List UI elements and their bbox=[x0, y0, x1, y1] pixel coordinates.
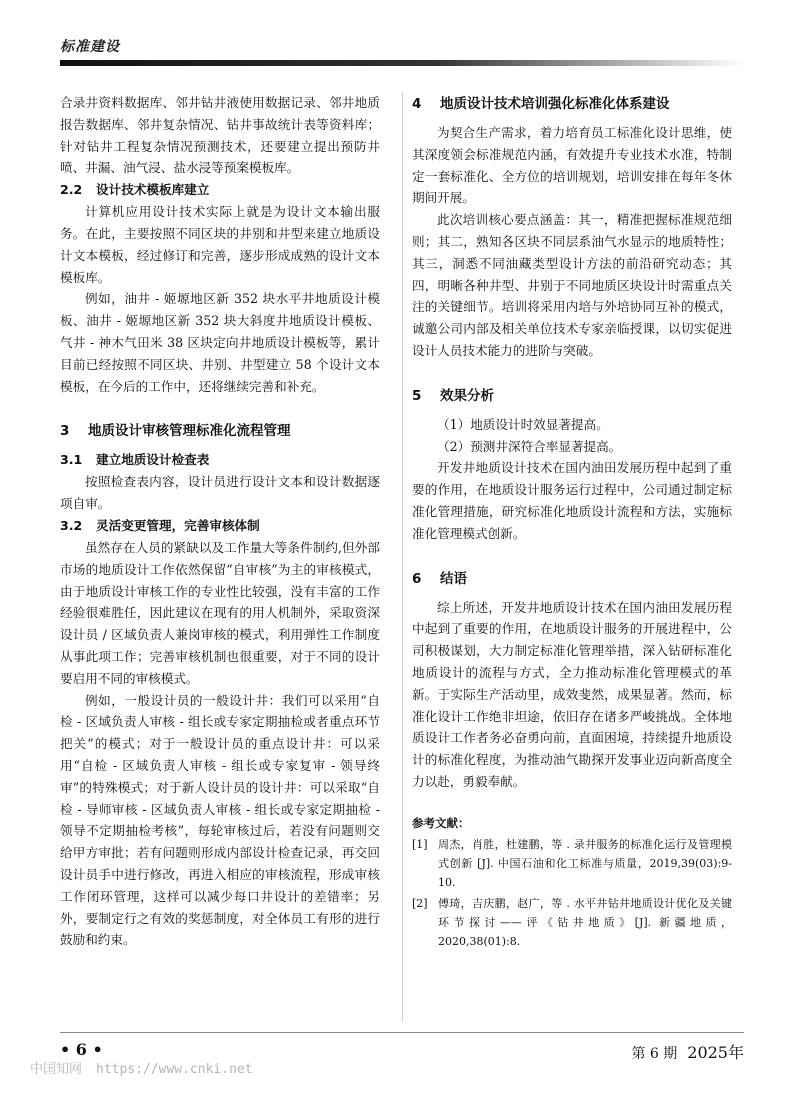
heading-3-2-number: 3.2 bbox=[60, 517, 83, 533]
references-title: 参考文献： bbox=[412, 815, 470, 830]
right-column bbox=[412, 92, 732, 953]
reference-number: [2] bbox=[412, 896, 428, 910]
heading-2-2 bbox=[60, 179, 380, 201]
heading-3-1 bbox=[60, 449, 380, 471]
heading-4 bbox=[412, 92, 732, 112]
reference-text: 傅琦，吉庆鹏，赵广，等 . 水平井钻井地质设计优化及关键环节探讨——评《钻井地质》[J]. 新疆地质，2020,38(01):8. bbox=[438, 896, 732, 948]
watermark-url: https://www.cnki.net bbox=[96, 1062, 253, 1077]
footer-rule bbox=[60, 1032, 744, 1033]
heading-3-number: 3 bbox=[60, 423, 70, 440]
heading-5-title: 效果分析 bbox=[440, 387, 494, 404]
heading-3-1-number: 3.1 bbox=[60, 452, 83, 468]
paragraph: 虽然存在人员的紧缺以及工作量大等条件制约,但外部市场的地质设计工作依然保留“自审核”为主的审核模式，由于地质设计审核工作的专业性比较强，没有丰富的工作经验很难胜任，因此建议在现有的用人机制外，采取资深设计员 / 区域负责人兼岗审核的模式，利用弹性工作制度从事此项工作；完善审核机制也很重要，对于不同的设计要启用不同的审核模式。 bbox=[60, 539, 380, 686]
issue-label: 第 6 期 bbox=[631, 1046, 678, 1062]
heading-3-title: 地质设计审核管理标准化流程管理 bbox=[88, 423, 291, 440]
heading-3-1-title: 建立地质设计检查表 bbox=[96, 452, 210, 468]
watermark bbox=[30, 1058, 253, 1077]
year-label: 2025年 bbox=[687, 1043, 744, 1062]
page-number: • 6 • bbox=[60, 1040, 103, 1059]
heading-4-title: 地质设计技术培训强化标准化体系建设 bbox=[440, 96, 670, 112]
paragraph: 为契合生产需求，着力培育员工标准化设计思维，使其深度领会标准规范内涵，有效提升专业技术水准，特制定一套标准化、全方位的培训规划，培训安排在每年冬休期间开展。 bbox=[412, 125, 732, 206]
paragraph: 开发井地质设计技术在国内油田发展历程中起到了重要的作用，在地质设计服务运行过程中，公司通过制定标准化管理措施，研究标准化地质设计流程和方法，实施标准化管理模式创新。 bbox=[412, 460, 732, 541]
paragraph: 综上所述，开发井地质设计技术在国内油田发展历程中起到了重要的作用，在地质设计服务的开展进程中，公司积极谋划，大力制定标准化管理举措，深入钻研标准化地质设计的流程与方式，全力推动标准化管理模式的革新。于实际生产活动里，成效斐然，成果显著。然而，标准化设计工作绝非坦途，依旧存在诸多严峻挑战。全体地质设计工作者务必奋勇向前，直面困境，持续提升地质设计的标准化程度，为推动油气勘探开发事业迈向新高度全力以赴，勇毅奉献。 bbox=[412, 599, 732, 789]
heading-6-title: 结语 bbox=[440, 570, 467, 587]
paragraph: 此次培训核心要点涵盖：其一，精准把握标准规范细则；其二，熟知各区块不同层系油气水显示的地质特性；其三，洞悉不同油藏类型设计方法的前沿研究动态；其四，明晰各种井型、井别于不同地质区块设计时需重点关注的关键细节。培训将采用内培与外培协同互补的模式，诚邀公司内部及相关单位技术专家亲临授课，以切实促进设计人员技术能力的进阶与突破。 bbox=[412, 212, 732, 358]
heading-3 bbox=[60, 419, 380, 439]
intro-paragraph: 合录井资料数据库、邻井钻井液使用数据记录、邻井地质报告数据库、邻井复杂情况、钻井事故统计表等资料库；针对钻井工程复杂情况预测技术，还要建立提出预防井喷、井漏、油气浸、盐水浸等预案模板库。 bbox=[60, 95, 380, 176]
reference-item bbox=[412, 835, 732, 892]
heading-2-2-number: 2.2 bbox=[60, 182, 83, 198]
heading-3-2 bbox=[60, 515, 380, 537]
paragraph: 计算机应用设计技术实际上就是为设计文本输出服务。在此，主要按照不同区块的井别和井型来建立地质设计文本模板，经过修订和完善，逐步形成成熟的设计文本模板库。 bbox=[60, 204, 380, 285]
heading-6 bbox=[412, 567, 732, 587]
column-divider bbox=[402, 92, 403, 1022]
heading-5 bbox=[412, 384, 732, 404]
issue-info bbox=[631, 1040, 744, 1063]
watermark-name: 中国知网 bbox=[30, 1062, 83, 1077]
paragraph: 例如，一般设计员的一般设计井：我们可以采用“自检 - 区域负责人审核 - 组长或专家定期抽检或者重点环节把关”的模式；对于一般设计员的重点设计井：可以采用“自检 - 区域负责人审核 - 组长或专家复审 - 领导终审”的特殊模式；对于新人设计员的设计井：可以采取“自检 - 导师审核 - 区域负责人审核 - 组长或专家定期抽检 - 领导不定期抽检考核”，每轮审核过后，若没有问题则交给甲方审批；若有问题则形成内部设计检查记录，再交回设计员手中进行修改，再进入相应的审核流程，形成审核工作闭环管理，这样可以减少每口井设计的差错率；另外，要制定行之有效的奖惩制度，对全体员工有形的进行鼓励和约束。 bbox=[60, 692, 380, 948]
reference-item bbox=[412, 894, 732, 951]
heading-3-2-title: 灵活变更管理，完善审核体制 bbox=[96, 517, 260, 533]
running-head-section: 标准建设 bbox=[60, 39, 120, 55]
heading-6-number: 6 bbox=[412, 570, 422, 587]
heading-2-2-title: 设计技术模板库建立 bbox=[96, 182, 210, 198]
heading-5-number: 5 bbox=[412, 387, 422, 404]
header-rule bbox=[60, 60, 744, 66]
left-column bbox=[60, 92, 380, 951]
reference-text: 周杰，肖胜，杜建鹏，等 . 录井服务的标准化运行及管理模式创新 [J]. 中国石油和化工标准与质量，2019,39(03):9-10. bbox=[438, 837, 732, 889]
reference-number: [1] bbox=[412, 837, 428, 851]
paragraph: 按照检查表内容，设计员进行设计文本和设计数据逐项自审。 bbox=[60, 474, 380, 512]
heading-4-number: 4 bbox=[412, 96, 422, 112]
list-item: （2）预测井深符合率显著提高。 bbox=[437, 438, 622, 454]
list-item: （1）地质设计时效显著提高。 bbox=[437, 416, 609, 432]
paragraph: 例如，油井 - 姬塬地区新 352 块水平井地质设计模板、油井 - 姬塬地区新 352 块大斜度井地质设计模板、气井 - 神木气田米 38 区块定向井地质设计模板等，累计目前已经按照不同区块、井别、井型建立 58 个设计文本模板，在今后的工作中，还将继续完善和补充。 bbox=[60, 291, 380, 394]
